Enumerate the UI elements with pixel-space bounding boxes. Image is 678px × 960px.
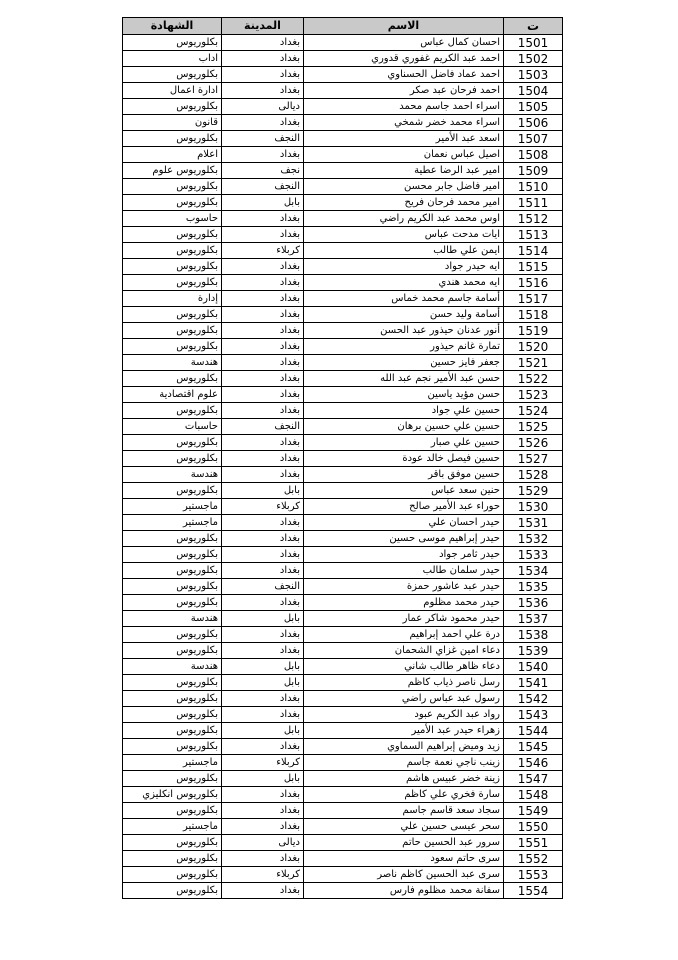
cell-certificate: هندسة <box>123 355 222 371</box>
table-row <box>123 371 563 387</box>
cell-name: اسراء محمد خضر شمخي <box>304 115 504 131</box>
cell-number: 1532 <box>504 531 563 547</box>
cell-city: بابل <box>222 195 304 211</box>
cell-certificate: بكلوريوس <box>123 243 222 259</box>
header-certificate: الشهادة <box>123 18 222 35</box>
cell-city: بغداد <box>222 467 304 483</box>
cell-certificate: هندسة <box>123 659 222 675</box>
table-row <box>123 883 563 899</box>
cell-name: ايه محمد هندي <box>304 275 504 291</box>
table-row <box>123 659 563 675</box>
cell-city: بغداد <box>222 739 304 755</box>
cell-certificate: إدارة <box>123 291 222 307</box>
cell-city: بغداد <box>222 803 304 819</box>
cell-number: 1526 <box>504 435 563 451</box>
cell-certificate: بكلوريوس <box>123 595 222 611</box>
cell-city: النجف <box>222 179 304 195</box>
cell-number: 1553 <box>504 867 563 883</box>
cell-certificate: بكلوريوس <box>123 851 222 867</box>
cell-certificate: بكلوريوس <box>123 531 222 547</box>
cell-certificate: بكلوريوس علوم <box>123 163 222 179</box>
cell-number: 1548 <box>504 787 563 803</box>
cell-number: 1518 <box>504 307 563 323</box>
cell-number: 1520 <box>504 339 563 355</box>
cell-name: سارة فخري علي كاظم <box>304 787 504 803</box>
table-row <box>123 707 563 723</box>
cell-certificate: بكلوريوس <box>123 579 222 595</box>
cell-number: 1506 <box>504 115 563 131</box>
cell-name: حيدر محمود شاكر عمار <box>304 611 504 627</box>
cell-certificate: قانون <box>123 115 222 131</box>
cell-name: ايمن علي طالب <box>304 243 504 259</box>
cell-name: احمد فرحان عبد صكر <box>304 83 504 99</box>
cell-city: بغداد <box>222 595 304 611</box>
cell-number: 1528 <box>504 467 563 483</box>
header-row <box>123 18 563 35</box>
cell-name: اصيل عباس نعمان <box>304 147 504 163</box>
cell-city: بغداد <box>222 227 304 243</box>
table-row <box>123 739 563 755</box>
cell-number: 1503 <box>504 67 563 83</box>
cell-certificate: بكلوريوس <box>123 179 222 195</box>
cell-name: رواد عبد الكريم عبود <box>304 707 504 723</box>
cell-number: 1524 <box>504 403 563 419</box>
cell-number: 1554 <box>504 883 563 899</box>
cell-city: بغداد <box>222 387 304 403</box>
table-row <box>123 579 563 595</box>
cell-city: بغداد <box>222 787 304 803</box>
cell-city: بغداد <box>222 403 304 419</box>
cell-number: 1521 <box>504 355 563 371</box>
cell-name: زينب ناجي نعمة جاسم <box>304 755 504 771</box>
cell-number: 1550 <box>504 819 563 835</box>
cell-number: 1533 <box>504 547 563 563</box>
table-row <box>123 675 563 691</box>
table-row <box>123 419 563 435</box>
table-row <box>123 611 563 627</box>
table-row <box>123 499 563 515</box>
cell-city: النجف <box>222 131 304 147</box>
table-row <box>123 819 563 835</box>
cell-name: سرور عبد الحسين حاتم <box>304 835 504 851</box>
cell-certificate: بكلوريوس <box>123 307 222 323</box>
data-table <box>122 17 563 899</box>
cell-certificate: بكلوريوس <box>123 323 222 339</box>
table-row <box>123 451 563 467</box>
table-row <box>123 723 563 739</box>
header-number: ت <box>504 18 563 35</box>
cell-certificate: بكلوريوس <box>123 371 222 387</box>
cell-name: سحر عيسى حسين علي <box>304 819 504 835</box>
table-row <box>123 227 563 243</box>
cell-certificate: بكلوريوس <box>123 547 222 563</box>
cell-name: دعاء ظاهر طالب شاني <box>304 659 504 675</box>
cell-number: 1551 <box>504 835 563 851</box>
cell-number: 1525 <box>504 419 563 435</box>
cell-certificate: بكلوريوس <box>123 131 222 147</box>
cell-city: بغداد <box>222 323 304 339</box>
cell-name: أسامة جاسم محمد خماس <box>304 291 504 307</box>
cell-certificate: بكلوريوس انكليزي <box>123 787 222 803</box>
cell-certificate: هندسة <box>123 611 222 627</box>
cell-certificate: بكلوريوس <box>123 707 222 723</box>
cell-certificate: بكلوريوس <box>123 643 222 659</box>
cell-certificate: بكلوريوس <box>123 451 222 467</box>
cell-certificate: بكلوريوس <box>123 563 222 579</box>
cell-certificate: بكلوريوس <box>123 67 222 83</box>
cell-name: حسين فيصل خالد عودة <box>304 451 504 467</box>
cell-city: بغداد <box>222 259 304 275</box>
cell-certificate: بكلوريوس <box>123 723 222 739</box>
cell-number: 1531 <box>504 515 563 531</box>
cell-city: كربلاء <box>222 755 304 771</box>
cell-name: سجاد سعد قاسم جاسم <box>304 803 504 819</box>
cell-number: 1511 <box>504 195 563 211</box>
cell-city: بغداد <box>222 531 304 547</box>
cell-name: امير عبد الرضا عطية <box>304 163 504 179</box>
table-row <box>123 323 563 339</box>
table-row <box>123 339 563 355</box>
cell-name: حسين علي جواد <box>304 403 504 419</box>
cell-name: حيدر سلمان طالب <box>304 563 504 579</box>
table-row <box>123 467 563 483</box>
cell-certificate: بكلوريوس <box>123 691 222 707</box>
table-row <box>123 547 563 563</box>
cell-name: دعاء امين غزاي الشحمان <box>304 643 504 659</box>
cell-number: 1542 <box>504 691 563 707</box>
cell-name: زينة خضر عبيس هاشم <box>304 771 504 787</box>
table-row <box>123 35 563 51</box>
cell-name: احمد عماد فاضل الحسناوي <box>304 67 504 83</box>
cell-city: كربلاء <box>222 243 304 259</box>
table-row <box>123 867 563 883</box>
cell-number: 1513 <box>504 227 563 243</box>
cell-city: بغداد <box>222 451 304 467</box>
cell-city: كربلاء <box>222 867 304 883</box>
cell-number: 1529 <box>504 483 563 499</box>
cell-certificate: بكلوريوس <box>123 483 222 499</box>
cell-name: احسان كمال عباس <box>304 35 504 51</box>
table-row <box>123 115 563 131</box>
cell-certificate: ماجستير <box>123 499 222 515</box>
table-row <box>123 83 563 99</box>
table-row <box>123 627 563 643</box>
cell-city: بغداد <box>222 51 304 67</box>
cell-number: 1509 <box>504 163 563 179</box>
table-row <box>123 515 563 531</box>
cell-number: 1536 <box>504 595 563 611</box>
table-row <box>123 563 563 579</box>
cell-certificate: بكلوريوس <box>123 195 222 211</box>
cell-certificate: ادارة اعمال <box>123 83 222 99</box>
cell-certificate: بكلوريوس <box>123 867 222 883</box>
cell-number: 1546 <box>504 755 563 771</box>
cell-number: 1552 <box>504 851 563 867</box>
table-row <box>123 67 563 83</box>
cell-name: رسول عبد عباس راضي <box>304 691 504 707</box>
cell-name: جعفر فايز حسين <box>304 355 504 371</box>
cell-city: بغداد <box>222 115 304 131</box>
table-row <box>123 435 563 451</box>
header-city: المدينة <box>222 18 304 35</box>
cell-city: بغداد <box>222 67 304 83</box>
cell-number: 1502 <box>504 51 563 67</box>
cell-city: بغداد <box>222 291 304 307</box>
cell-number: 1545 <box>504 739 563 755</box>
cell-number: 1547 <box>504 771 563 787</box>
cell-certificate: حاسوب <box>123 211 222 227</box>
cell-city: النجف <box>222 419 304 435</box>
table-row <box>123 243 563 259</box>
cell-certificate: بكلوريوس <box>123 339 222 355</box>
cell-certificate: بكلوريوس <box>123 35 222 51</box>
cell-name: حوراء عبد الأمير صالح <box>304 499 504 515</box>
cell-name: حيدر إبراهيم موسى حسين <box>304 531 504 547</box>
cell-number: 1507 <box>504 131 563 147</box>
cell-certificate: بكلوريوس <box>123 627 222 643</box>
cell-name: سرى عبد الحسين كاظم ناصر <box>304 867 504 883</box>
cell-city: بابل <box>222 483 304 499</box>
cell-city: بابل <box>222 771 304 787</box>
cell-number: 1508 <box>504 147 563 163</box>
table-row <box>123 835 563 851</box>
cell-city: بغداد <box>222 819 304 835</box>
cell-name: زهراء حيدر عبد الأمير <box>304 723 504 739</box>
table-row <box>123 291 563 307</box>
cell-city: بغداد <box>222 851 304 867</box>
cell-name: حيدر احسان علي <box>304 515 504 531</box>
cell-name: سفانة محمد مظلوم فارس <box>304 883 504 899</box>
cell-name: حنين سعد عباس <box>304 483 504 499</box>
cell-name: حسن عبد الأمير نجم عبد الله <box>304 371 504 387</box>
cell-certificate: بكلوريوس <box>123 835 222 851</box>
cell-certificate: بكلوريوس <box>123 803 222 819</box>
cell-number: 1514 <box>504 243 563 259</box>
cell-number: 1543 <box>504 707 563 723</box>
cell-city: بغداد <box>222 147 304 163</box>
cell-city: بغداد <box>222 83 304 99</box>
cell-number: 1541 <box>504 675 563 691</box>
cell-name: اوس محمد عبد الكريم راضي <box>304 211 504 227</box>
cell-city: بغداد <box>222 435 304 451</box>
table-row <box>123 531 563 547</box>
cell-certificate: علوم اقتصادية <box>123 387 222 403</box>
cell-name: ايه حيدر جواد <box>304 259 504 275</box>
cell-name: امير محمد فرحان فريح <box>304 195 504 211</box>
cell-certificate: ماجستير <box>123 819 222 835</box>
cell-name: حسن مؤيد ياسين <box>304 387 504 403</box>
cell-number: 1544 <box>504 723 563 739</box>
cell-city: ديالى <box>222 99 304 115</box>
cell-certificate: بكلوريوس <box>123 275 222 291</box>
table-row <box>123 147 563 163</box>
cell-number: 1523 <box>504 387 563 403</box>
table-row <box>123 51 563 67</box>
cell-certificate: هندسة <box>123 467 222 483</box>
cell-certificate: حاسبات <box>123 419 222 435</box>
cell-city: كربلاء <box>222 499 304 515</box>
table-row <box>123 755 563 771</box>
table-row <box>123 99 563 115</box>
cell-name: اسعد عبد الأمير <box>304 131 504 147</box>
cell-name: حيدر محمد مظلوم <box>304 595 504 611</box>
table-row <box>123 163 563 179</box>
cell-number: 1512 <box>504 211 563 227</box>
cell-city: بابل <box>222 723 304 739</box>
cell-number: 1505 <box>504 99 563 115</box>
cell-name: حيدر عبد عاشور حمزة <box>304 579 504 595</box>
table-body <box>123 35 563 899</box>
cell-city: بغداد <box>222 35 304 51</box>
cell-certificate: ماجستير <box>123 755 222 771</box>
table-row <box>123 307 563 323</box>
table-row <box>123 787 563 803</box>
table-row <box>123 771 563 787</box>
cell-name: زيد وميض إبراهيم السماوي <box>304 739 504 755</box>
cell-city: بابل <box>222 659 304 675</box>
cell-number: 1510 <box>504 179 563 195</box>
cell-certificate: بكلوريوس <box>123 403 222 419</box>
cell-name: حسين علي صبار <box>304 435 504 451</box>
cell-certificate: بكلوريوس <box>123 227 222 243</box>
cell-city: بغداد <box>222 627 304 643</box>
cell-city: النجف <box>222 579 304 595</box>
cell-city: بغداد <box>222 643 304 659</box>
cell-city: بغداد <box>222 707 304 723</box>
cell-number: 1501 <box>504 35 563 51</box>
cell-number: 1519 <box>504 323 563 339</box>
cell-certificate: بكلوريوس <box>123 259 222 275</box>
cell-name: امير فاضل جابر محسن <box>304 179 504 195</box>
cell-name: رسل ناصر ذياب كاظم <box>304 675 504 691</box>
table-row <box>123 851 563 867</box>
cell-certificate: بكلوريوس <box>123 739 222 755</box>
cell-city: بغداد <box>222 211 304 227</box>
cell-number: 1517 <box>504 291 563 307</box>
cell-number: 1530 <box>504 499 563 515</box>
table-row <box>123 259 563 275</box>
cell-name: درة علي احمد إبراهيم <box>304 627 504 643</box>
cell-city: بغداد <box>222 355 304 371</box>
cell-number: 1504 <box>504 83 563 99</box>
cell-number: 1527 <box>504 451 563 467</box>
cell-certificate: بكلوريوس <box>123 99 222 115</box>
cell-city: بغداد <box>222 339 304 355</box>
cell-certificate: ماجستير <box>123 515 222 531</box>
cell-name: أسامة وليد حسن <box>304 307 504 323</box>
cell-number: 1540 <box>504 659 563 675</box>
cell-city: بغداد <box>222 275 304 291</box>
cell-name: احمد عبد الكريم غفوري قدوري <box>304 51 504 67</box>
table-row <box>123 195 563 211</box>
cell-certificate: بكلوريوس <box>123 771 222 787</box>
cell-city: بابل <box>222 611 304 627</box>
cell-certificate: بكلوريوس <box>123 883 222 899</box>
table-row <box>123 691 563 707</box>
cell-city: بغداد <box>222 547 304 563</box>
cell-number: 1537 <box>504 611 563 627</box>
table-row <box>123 595 563 611</box>
cell-city: بغداد <box>222 883 304 899</box>
cell-name: اسراء احمد جاسم محمد <box>304 99 504 115</box>
cell-number: 1538 <box>504 627 563 643</box>
table-row <box>123 643 563 659</box>
cell-number: 1534 <box>504 563 563 579</box>
cell-city: بغداد <box>222 371 304 387</box>
cell-name: أنور عدنان حيذور عبد الحسن <box>304 323 504 339</box>
cell-name: حسين موفق باقر <box>304 467 504 483</box>
cell-city: ديالى <box>222 835 304 851</box>
cell-name: تمارة غانم حيذور <box>304 339 504 355</box>
table-row <box>123 131 563 147</box>
cell-city: بغداد <box>222 691 304 707</box>
cell-certificate: اداب <box>123 51 222 67</box>
cell-city: بغداد <box>222 515 304 531</box>
cell-name: حيدر ثامر جواد <box>304 547 504 563</box>
cell-number: 1539 <box>504 643 563 659</box>
cell-city: بابل <box>222 675 304 691</box>
header-name: الاسم <box>304 18 504 35</box>
table-row <box>123 211 563 227</box>
cell-number: 1516 <box>504 275 563 291</box>
cell-city: بغداد <box>222 307 304 323</box>
cell-number: 1522 <box>504 371 563 387</box>
cell-number: 1515 <box>504 259 563 275</box>
cell-city: بغداد <box>222 563 304 579</box>
table-row <box>123 403 563 419</box>
cell-certificate: اعلام <box>123 147 222 163</box>
table-row <box>123 355 563 371</box>
cell-certificate: بكلوريوس <box>123 435 222 451</box>
table-row <box>123 483 563 499</box>
table-row <box>123 803 563 819</box>
table-row <box>123 275 563 291</box>
cell-certificate: بكلوريوس <box>123 675 222 691</box>
cell-name: حسين علي حسين برهان <box>304 419 504 435</box>
cell-number: 1535 <box>504 579 563 595</box>
cell-city: نجف <box>222 163 304 179</box>
cell-number: 1549 <box>504 803 563 819</box>
table-row <box>123 387 563 403</box>
table-row <box>123 179 563 195</box>
cell-name: ايات مدحت عباس <box>304 227 504 243</box>
cell-name: سرى حاتم سعود <box>304 851 504 867</box>
